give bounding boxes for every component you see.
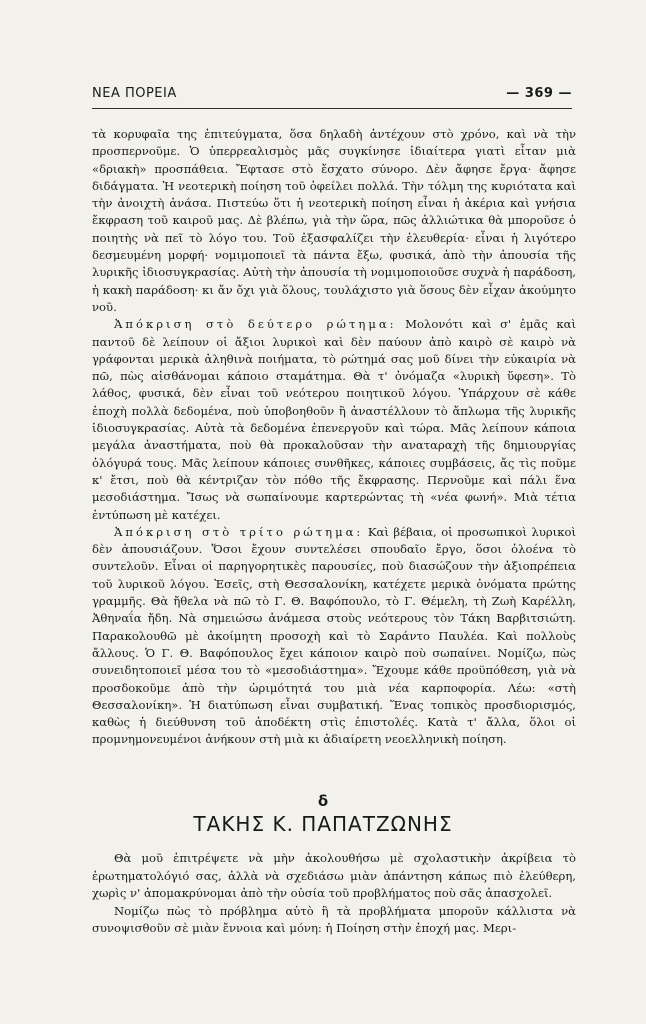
- answer-two-text: Μολονότι καὶ σ' ἐμᾶς καὶ παντοῦ δὲ λείπουν οἱ ἄξιοι λυρικοὶ καὶ δὲν παύουν ἀπὸ καιρὸ σὲ καιρὸ νὰ γράφονται μερικὰ ἀληθινὰ ποιήματα, τὸ ρώτημά σας μοῦ δίνει τὴν εὐκαιρία νὰ πῶ, πὼς αἰσθάνομαι κάποιο σταμάτημα. Θὰ τ' ὀνόμαζα «λυρικὴ ὕφεση». Τὸ λάθος, φυσικά, δὲν εἶναι τοῦ νεότερου ποιητικοῦ λόγου. Ὑπάρχουν σὲ κάθε ἐποχὴ πολλὰ δεδομένα, ποὺ ὑποβοηθοῦν ἢ ἀναστέλλουν τὸ ἄπλωμα τῆς λυρικῆς ἰδιοσυγκρασίας. Αὐτὰ τὰ δεδομένα ἐπενεργοῦν καὶ τώρα. Μᾶς λείπουν κάποια μεγάλα ἀναστήματα, ποὺ θὰ προκαλοῦσαν τὴν αναταραχὴ τῆς δημιουργίας ὀλόγυρά τους. Μᾶς λείπουν κάποιες συνθῆκες, κάποιες συμβάσεις, ἄς τὶς ποῦμε κ' ἔτσι, ποὺ θὰ κέντριζαν τὸν πόθο τῆς ἔκφρασης. Περνοῦμε καὶ πάλι ἕνα μεσοδιάστημα. Ἴσως νὰ σωπαίνουμε καρτερώντας τὴ «νέα φωνή». Μιὰ τέτια ἐντύπωση μὲ κατέχει.: [92, 317, 576, 522]
- answer-two-label: Ἀπόκριση στὸ δεύτερο ρώτημα:: [114, 317, 397, 332]
- essay-text: [92, 850, 576, 938]
- interview-paragraph: τὰ κορυφαῖα της ἐπιτεύγματα, ὅσα δηλαδὴ ἀντέχουν στὸ χρόνο, καὶ νὰ τὴν προσπερνοῦμε. Ὁ ὑπερρεαλισμὸς μᾶς συγκίνησε ἰδιαίτερα γιατὶ εἶταν μιὰ «δριακὴ» προσπάθεια. Ἔφτασε στὸ ἔσχατο σύνορο. Δὲν ἄφησε ἔργα· ἄφησε διδάγματα. Ἡ νεοτερικὴ ποίηση τοῦ ὀφείλει πολλά. Τὴν τόλμη της κυριότατα καὶ τὴν ἀνοιχτὴ ἀνάσα. Πιστεύω ὅτι ἡ νεοτερικὴ ποίηση εἶναι ἡ ἀκέρια καὶ γνήσια ἔκφραση τοῦ καιροῦ μας. Δὲ βλέπω, γιὰ τὴν ὥρα, πῶς ἀλλιώτικα θὰ μποροῦσε ὁ ποιητὴς νὰ πεῖ τὸ λόγο του. Τοῦ ἐξασφαλίζει τὴν ἐλευθερία· εἶναι ἡ λιγότερο δεσμευμένη μορφή· νομιμοποιεῖ τὰ πάντα ἔξω, φυσικά, ἀπὸ τὴν ἀπουσία τῆς λυρικῆς ἰδιοσυγκρασίας. Αὐτὴ τὴν ἀπουσία τὴ νομιμοποιοῦσε συχνὰ ἡ παράδοση, ἡ κακὴ παράδοση· κι ἄν ὄχι γιὰ ὅλους, τουλάχιστο γιὰ ὅσους δὲν εἶχαν ἀκούμητο νοῦ.: [92, 127, 576, 314]
- answer-three-text: Καὶ βέβαια, οἱ προσωπικοὶ λυρικοὶ δὲν ἀπουσιάζουν. Ὅσοι ἔχουν συντελέσει σπουδαῖο ἔργο, ὅσοι ὁλοένα τὸ συντελοῦν. Εἶναι οἱ παρηγορητικὲς παρουσίες, ποὺ διασώζουν τὴν ἀξιοπρέπεια τοῦ λυρικοῦ λόγου. Ἐσεῖς, στὴ Θεσσαλονίκη, κατέχετε μερικὰ ὀνόματα πρώτης γραμμῆς. Θὰ ἤθελα νὰ πῶ τὸ Γ. Θ. Βαφόπουλο, τὸ Γ. Θέμελη, τὴ Ζωὴ Καρέλλη, Ἀθηναΐα ἤδη. Νὰ σημειώσω ἀνάμεσα στοὺς νεότερους τὸν Τάκη Βαρβιτσιώτη. Παρακολουθῶ μὲ ἀκοίμητη προσοχὴ καὶ τὸ Σαράντο Παυλέα. Καὶ πολλοὺς ἄλλους. Ὁ Γ. Θ. Βαφόπουλος ἔχει κάποιον καιρὸ ποὺ σωπαίνει. Νομίζω, πὼς συνειδητοποιεῖ μέσα του τὸ «μεσοδιάστημα». Ἔχουμε κάθε προϋπόθεση, γιὰ νὰ προσδοκοῦμε ἀπὸ τὴν ὡριμότητά του μιὰ νέα καρποφορία. Λέω: «στὴ Θεσσαλονίκη». Ἡ διατύπωση εἶναι συμβατική. Ἕνας τοπικὸς προσδιορισμός, καθὼς ἡ διεύθυνση τοῦ ἀποδέκτη στὶς ἐπιστολές. Κατὰ τ' ἄλλα, ὅλοι οἱ προμνημονευμένοι ἀνήκουν στὴ μιὰ κι ἀδιαίρετη νεοελληνικὴ ποίηση.: [92, 524, 576, 747]
- author-heading: ΤΑΚΗΣ Κ. ΠΑΠΑΤΖΩΝΗΣ: [193, 812, 453, 836]
- answer-two-paragraph: [92, 316, 576, 524]
- page-number: — 369 —: [506, 86, 572, 101]
- answer-three-paragraph: [92, 524, 576, 749]
- interview-text: [92, 126, 576, 749]
- journal-title: ΝΕΑ ΠΟΡΕΙΑ: [92, 86, 177, 101]
- essay-paragraph: Νομίζω πὼς τὸ πρόβλημα αὐτὸ ἢ τὰ προβλήματα μποροῦν κάλλιστα νὰ συνοψισθοῦν σὲ μιὰν ἔννοια καὶ μόνη: ἡ Ποίηση στὴν ἐποχή μας. Μερι-: [92, 903, 576, 935]
- section-mark: δ: [317, 792, 329, 810]
- essay-paragraph: Θὰ μοῦ ἐπιτρέψετε νὰ μὴν ἀκολουθήσω μὲ σχολαστικὴν ἀκρίβεια τὸ ἐρωτηματολόγιό σας, ἀλλὰ νὰ σχεδιάσω μιὰν ἀπάντηση κάπως πιὸ ἐλεύθερη, χωρὶς ν' ἀπομακρύνομαι ἀπὸ τὴν οὐσία τοῦ προβλήματος ποὺ σᾶς ἀπασχολεῖ.: [92, 851, 576, 900]
- running-head: [92, 86, 572, 106]
- header-rule: [92, 108, 572, 109]
- answer-three-label: Ἀπόκριση στὸ τρίτο ρώτημα:: [114, 524, 364, 539]
